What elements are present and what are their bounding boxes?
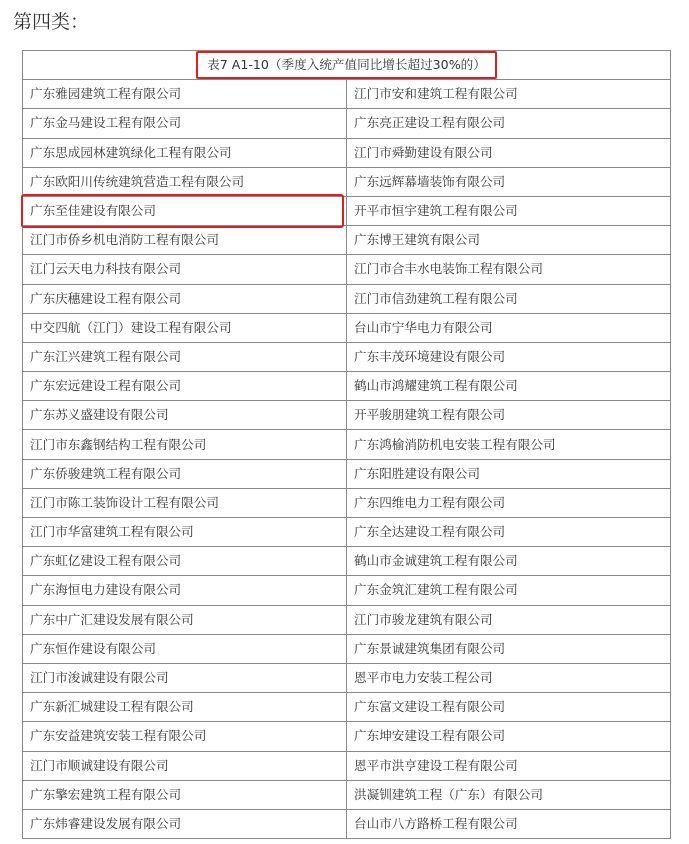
table-caption-cell xyxy=(23,51,671,80)
table-row xyxy=(23,693,671,722)
table-row xyxy=(23,313,671,342)
table-row xyxy=(23,167,671,196)
company-name-left: 广东庆穗建设工程有限公司 xyxy=(23,284,347,313)
company-name-right: 江门市合丰水电装饰工程有限公司 xyxy=(347,255,671,284)
company-name-right: 广东亮正建设工程有限公司 xyxy=(347,109,671,138)
company-name-left: 广东宏远建设工程有限公司 xyxy=(23,372,347,401)
table-row xyxy=(23,751,671,780)
table-caption: 表7 A1-10（季度入统产值同比增长超过30%的） xyxy=(196,51,497,79)
company-name-left: 江门市华富建筑工程有限公司 xyxy=(23,518,347,547)
company-name-right: 广东鸿榆消防机电安装工程有限公司 xyxy=(347,430,671,459)
company-name-right: 广东远辉幕墙装饰有限公司 xyxy=(347,167,671,196)
company-name-left: 广东雅园建筑工程有限公司 xyxy=(23,80,347,109)
company-name-left: 广东苏义盛建设有限公司 xyxy=(23,401,347,430)
company-name-right: 广东全达建设工程有限公司 xyxy=(347,518,671,547)
company-name-left: 广东中广汇建设发展有限公司 xyxy=(23,605,347,634)
company-name-right: 广东丰茂环境建设有限公司 xyxy=(347,342,671,371)
table-row xyxy=(23,80,671,109)
table-row xyxy=(23,109,671,138)
company-name-right: 广东阳胜建设有限公司 xyxy=(347,459,671,488)
company-name-left: 广东欧阳川传统建筑营造工程有限公司 xyxy=(23,167,347,196)
table-row xyxy=(23,547,671,576)
company-name-right: 广东景诚建筑集团有限公司 xyxy=(347,634,671,663)
company-name-left: 江门市顺诚建设有限公司 xyxy=(23,751,347,780)
company-name-right: 江门市信劲建筑工程有限公司 xyxy=(347,284,671,313)
table-row xyxy=(23,430,671,459)
company-name-left: 广东擎宏建筑工程有限公司 xyxy=(23,780,347,809)
table-row xyxy=(23,284,671,313)
company-name-left: 广东新汇城建设工程有限公司 xyxy=(23,693,347,722)
company-name-left: 江门云天电力科技有限公司 xyxy=(23,255,347,284)
company-name-left: 广东虹亿建设工程有限公司 xyxy=(23,547,347,576)
company-name-right: 恩平市洪亨建设工程有限公司 xyxy=(347,751,671,780)
company-name-right: 鹤山市鸿耀建筑工程有限公司 xyxy=(347,372,671,401)
company-name-right: 广东博王建筑有限公司 xyxy=(347,226,671,255)
table-caption-row xyxy=(23,51,671,80)
table-row xyxy=(23,663,671,692)
company-name-left: 广东思成园林建筑绿化工程有限公司 xyxy=(23,138,347,167)
table-row xyxy=(23,255,671,284)
company-name-right: 广东富文建设工程有限公司 xyxy=(347,693,671,722)
company-name-left: 广东金马建设工程有限公司 xyxy=(23,109,347,138)
table-row xyxy=(23,196,671,225)
table-row xyxy=(23,459,671,488)
company-name-right: 恩平市电力安装工程公司 xyxy=(347,663,671,692)
company-name-right: 洪凝钏建筑工程（广东）有限公司 xyxy=(347,780,671,809)
company-name-left: 江门市陈工装饰设计工程有限公司 xyxy=(23,488,347,517)
company-name-left: 广东恒作建设有限公司 xyxy=(23,634,347,663)
table-row xyxy=(23,401,671,430)
company-name-left: 广东侨骏建筑工程有限公司 xyxy=(23,459,347,488)
table-row xyxy=(23,780,671,809)
table-row xyxy=(23,372,671,401)
company-name-left: 广东安益建筑安装工程有限公司 xyxy=(23,722,347,751)
company-table-wrapper xyxy=(22,50,670,839)
company-name-right: 广东坤安建设工程有限公司 xyxy=(347,722,671,751)
company-name-right: 江门市舜勤建设有限公司 xyxy=(347,138,671,167)
company-name-right: 江门市安和建筑工程有限公司 xyxy=(347,80,671,109)
table-row xyxy=(23,605,671,634)
company-name-left: 江门市东鑫钢结构工程有限公司 xyxy=(23,430,347,459)
company-name-left: 中交四航（江门）建设工程有限公司 xyxy=(23,313,347,342)
company-name-right: 开平市恒宇建筑工程有限公司 xyxy=(347,196,671,225)
table-row xyxy=(23,634,671,663)
company-name-right: 江门市骏龙建筑有限公司 xyxy=(347,605,671,634)
table-row xyxy=(23,488,671,517)
company-name-left: 江门市浚诚建设有限公司 xyxy=(23,663,347,692)
company-name-right: 广东金筑汇建筑工程有限公司 xyxy=(347,576,671,605)
company-name-left: 广东炜睿建设发展有限公司 xyxy=(23,809,347,838)
company-name-left: 广东至佳建设有限公司 xyxy=(23,196,347,225)
company-name-right: 广东四维电力工程有限公司 xyxy=(347,488,671,517)
table-row xyxy=(23,342,671,371)
company-name-left: 江门市侨乡机电消防工程有限公司 xyxy=(23,226,347,255)
company-name-left: 广东海恒电力建设有限公司 xyxy=(23,576,347,605)
company-name-left: 广东江兴建筑工程有限公司 xyxy=(23,342,347,371)
table-row xyxy=(23,226,671,255)
table-row xyxy=(23,138,671,167)
company-table xyxy=(22,50,671,839)
company-name-right: 鹤山市金诚建筑工程有限公司 xyxy=(347,547,671,576)
company-name-right: 开平骏朋建筑工程有限公司 xyxy=(347,401,671,430)
table-row xyxy=(23,518,671,547)
company-name-right: 台山市八方路桥工程有限公司 xyxy=(347,809,671,838)
table-row xyxy=(23,722,671,751)
section-heading: 第四类： xyxy=(13,11,90,33)
table-row xyxy=(23,576,671,605)
company-name-right: 台山市宁华电力有限公司 xyxy=(347,313,671,342)
company-table-body xyxy=(23,51,671,839)
table-row xyxy=(23,809,671,838)
